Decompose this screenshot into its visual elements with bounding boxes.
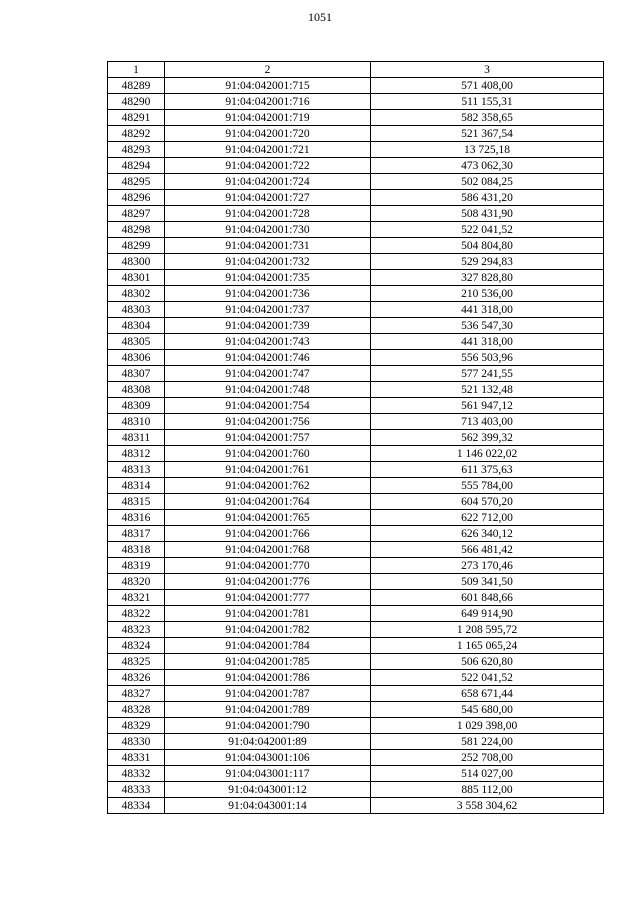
amount-cell: 1 165 065,24 [371,638,604,654]
amount-cell: 509 341,50 [371,574,604,590]
row-number-cell: 48307 [108,366,165,382]
row-number-cell: 48325 [108,654,165,670]
cadastral-number-cell: 91:04:042001:730 [165,222,371,238]
cadastral-number-cell: 91:04:042001:789 [165,702,371,718]
row-number-cell: 48315 [108,494,165,510]
row-number-cell: 48327 [108,686,165,702]
table-row [108,222,604,238]
table-row [108,574,604,590]
cadastral-number-cell: 91:04:042001:728 [165,206,371,222]
amount-cell: 502 084,25 [371,174,604,190]
table-row [108,126,604,142]
table-row [108,366,604,382]
row-number-cell: 48326 [108,670,165,686]
cadastral-number-cell: 91:04:042001:784 [165,638,371,654]
amount-cell: 252 708,00 [371,750,604,766]
cadastral-number-cell: 91:04:042001:766 [165,526,371,542]
table-row [108,414,604,430]
amount-cell: 562 399,32 [371,430,604,446]
row-number-cell: 48314 [108,478,165,494]
cadastral-number-cell: 91:04:042001:735 [165,270,371,286]
table-row [108,382,604,398]
cadastral-number-cell: 91:04:043001:106 [165,750,371,766]
amount-cell: 327 828,80 [371,270,604,286]
table-row [108,734,604,750]
amount-cell: 555 784,00 [371,478,604,494]
amount-cell: 545 680,00 [371,702,604,718]
table-row [108,590,604,606]
amount-cell: 571 408,00 [371,78,604,94]
amount-cell: 885 112,00 [371,782,604,798]
amount-cell: 1 146 022,02 [371,446,604,462]
table-row [108,654,604,670]
amount-cell: 581 224,00 [371,734,604,750]
table-row [108,622,604,638]
cadastral-number-cell: 91:04:042001:781 [165,606,371,622]
cadastral-number-cell: 91:04:042001:746 [165,350,371,366]
table-row [108,350,604,366]
row-number-cell: 48313 [108,462,165,478]
amount-cell: 582 358,65 [371,110,604,126]
cadastral-number-cell: 91:04:042001:777 [165,590,371,606]
table-body [108,78,604,814]
row-number-cell: 48311 [108,430,165,446]
table-row [108,398,604,414]
cadastral-number-cell: 91:04:042001:743 [165,334,371,350]
cadastral-number-cell: 91:04:042001:721 [165,142,371,158]
row-number-cell: 48312 [108,446,165,462]
cadastral-number-cell: 91:04:042001:786 [165,670,371,686]
row-number-cell: 48330 [108,734,165,750]
row-number-cell: 48289 [108,78,165,94]
cadastral-number-cell: 91:04:042001:731 [165,238,371,254]
row-number-cell: 48309 [108,398,165,414]
row-number-cell: 48318 [108,542,165,558]
cadastral-number-cell: 91:04:043001:12 [165,782,371,798]
cadastral-number-cell: 91:04:042001:89 [165,734,371,750]
amount-cell: 504 804,80 [371,238,604,254]
cadastral-number-cell: 91:04:042001:736 [165,286,371,302]
row-number-cell: 48334 [108,798,165,814]
amount-cell: 441 318,00 [371,334,604,350]
table-row [108,238,604,254]
amount-cell: 713 403,00 [371,414,604,430]
amount-cell: 649 914,90 [371,606,604,622]
amount-cell: 658 671,44 [371,686,604,702]
table-row [108,270,604,286]
row-number-cell: 48301 [108,270,165,286]
data-table [107,61,604,814]
amount-cell: 604 570,20 [371,494,604,510]
amount-cell: 577 241,55 [371,366,604,382]
cadastral-number-cell: 91:04:042001:782 [165,622,371,638]
row-number-cell: 48296 [108,190,165,206]
amount-cell: 273 170,46 [371,558,604,574]
amount-cell: 514 027,00 [371,766,604,782]
column-header-1: 1 [108,62,165,78]
table-row [108,142,604,158]
row-number-cell: 48303 [108,302,165,318]
amount-cell: 441 318,00 [371,302,604,318]
row-number-cell: 48332 [108,766,165,782]
cadastral-number-cell: 91:04:042001:761 [165,462,371,478]
cadastral-number-cell: 91:04:042001:785 [165,654,371,670]
cadastral-number-cell: 91:04:042001:754 [165,398,371,414]
row-number-cell: 48323 [108,622,165,638]
amount-cell: 626 340,12 [371,526,604,542]
row-number-cell: 48302 [108,286,165,302]
table-row [108,462,604,478]
table-row [108,430,604,446]
row-number-cell: 48295 [108,174,165,190]
cadastral-number-cell: 91:04:042001:739 [165,318,371,334]
table-row [108,334,604,350]
row-number-cell: 48317 [108,526,165,542]
amount-cell: 561 947,12 [371,398,604,414]
table-row [108,286,604,302]
row-number-cell: 48324 [108,638,165,654]
table-row [108,174,604,190]
row-number-cell: 48319 [108,558,165,574]
row-number-cell: 48305 [108,334,165,350]
row-number-cell: 48320 [108,574,165,590]
cadastral-number-cell: 91:04:042001:787 [165,686,371,702]
table-row [108,798,604,814]
table-row [108,670,604,686]
row-number-cell: 48293 [108,142,165,158]
amount-cell: 522 041,52 [371,670,604,686]
header-row [108,62,604,78]
column-header-3: 3 [371,62,604,78]
page-number: 1051 [308,10,332,24]
amount-cell: 506 620,80 [371,654,604,670]
cadastral-number-cell: 91:04:042001:762 [165,478,371,494]
table-row [108,190,604,206]
cadastral-number-cell: 91:04:042001:764 [165,494,371,510]
cadastral-number-cell: 91:04:043001:14 [165,798,371,814]
table-row [108,766,604,782]
table-row [108,782,604,798]
row-number-cell: 48290 [108,94,165,110]
cadastral-number-cell: 91:04:043001:117 [165,766,371,782]
amount-cell: 529 294,83 [371,254,604,270]
cadastral-number-cell: 91:04:042001:765 [165,510,371,526]
table-row [108,254,604,270]
amount-cell: 601 848,66 [371,590,604,606]
amount-cell: 511 155,31 [371,94,604,110]
amount-cell: 586 431,20 [371,190,604,206]
row-number-cell: 48297 [108,206,165,222]
amount-cell: 521 132,48 [371,382,604,398]
table-row [108,526,604,542]
cadastral-number-cell: 91:04:042001:719 [165,110,371,126]
table-row [108,558,604,574]
cadastral-number-cell: 91:04:042001:732 [165,254,371,270]
row-number-cell: 48322 [108,606,165,622]
cadastral-number-cell: 91:04:042001:747 [165,366,371,382]
amount-cell: 556 503,96 [371,350,604,366]
row-number-cell: 48294 [108,158,165,174]
row-number-cell: 48333 [108,782,165,798]
table-row [108,302,604,318]
amount-cell: 473 062,30 [371,158,604,174]
row-number-cell: 48321 [108,590,165,606]
row-number-cell: 48308 [108,382,165,398]
table-row [108,94,604,110]
cadastral-number-cell: 91:04:042001:716 [165,94,371,110]
row-number-cell: 48331 [108,750,165,766]
row-number-cell: 48329 [108,718,165,734]
table-row [108,158,604,174]
table-row [108,478,604,494]
table-row [108,702,604,718]
table-row [108,78,604,94]
cadastral-number-cell: 91:04:042001:722 [165,158,371,174]
cadastral-number-cell: 91:04:042001:756 [165,414,371,430]
row-number-cell: 48291 [108,110,165,126]
row-number-cell: 48306 [108,350,165,366]
table-row [108,686,604,702]
table-row [108,542,604,558]
table-row [108,318,604,334]
amount-cell: 13 725,18 [371,142,604,158]
amount-cell: 622 712,00 [371,510,604,526]
cadastral-number-cell: 91:04:042001:724 [165,174,371,190]
cadastral-number-cell: 91:04:042001:715 [165,78,371,94]
cadastral-number-cell: 91:04:042001:770 [165,558,371,574]
table-row [108,718,604,734]
cadastral-number-cell: 91:04:042001:768 [165,542,371,558]
cadastral-number-cell: 91:04:042001:727 [165,190,371,206]
cadastral-number-cell: 91:04:042001:748 [165,382,371,398]
row-number-cell: 48304 [108,318,165,334]
column-header-2: 2 [165,62,371,78]
row-number-cell: 48328 [108,702,165,718]
table-row [108,510,604,526]
row-number-cell: 48316 [108,510,165,526]
amount-cell: 536 547,30 [371,318,604,334]
table-row [108,110,604,126]
row-number-cell: 48300 [108,254,165,270]
cadastral-number-cell: 91:04:042001:790 [165,718,371,734]
table-row [108,494,604,510]
amount-cell: 508 431,90 [371,206,604,222]
cadastral-number-cell: 91:04:042001:737 [165,302,371,318]
table-row [108,446,604,462]
row-number-cell: 48310 [108,414,165,430]
row-number-cell: 48298 [108,222,165,238]
amount-cell: 521 367,54 [371,126,604,142]
table-row [108,206,604,222]
table-row [108,750,604,766]
table-row [108,606,604,622]
amount-cell: 611 375,63 [371,462,604,478]
amount-cell: 1 029 398,00 [371,718,604,734]
cadastral-number-cell: 91:04:042001:776 [165,574,371,590]
cadastral-number-cell: 91:04:042001:757 [165,430,371,446]
table-row [108,638,604,654]
amount-cell: 566 481,42 [371,542,604,558]
cadastral-number-cell: 91:04:042001:760 [165,446,371,462]
amount-cell: 3 558 304,62 [371,798,604,814]
row-number-cell: 48292 [108,126,165,142]
amount-cell: 1 208 595,72 [371,622,604,638]
row-number-cell: 48299 [108,238,165,254]
amount-cell: 522 041,52 [371,222,604,238]
cadastral-number-cell: 91:04:042001:720 [165,126,371,142]
amount-cell: 210 536,00 [371,286,604,302]
